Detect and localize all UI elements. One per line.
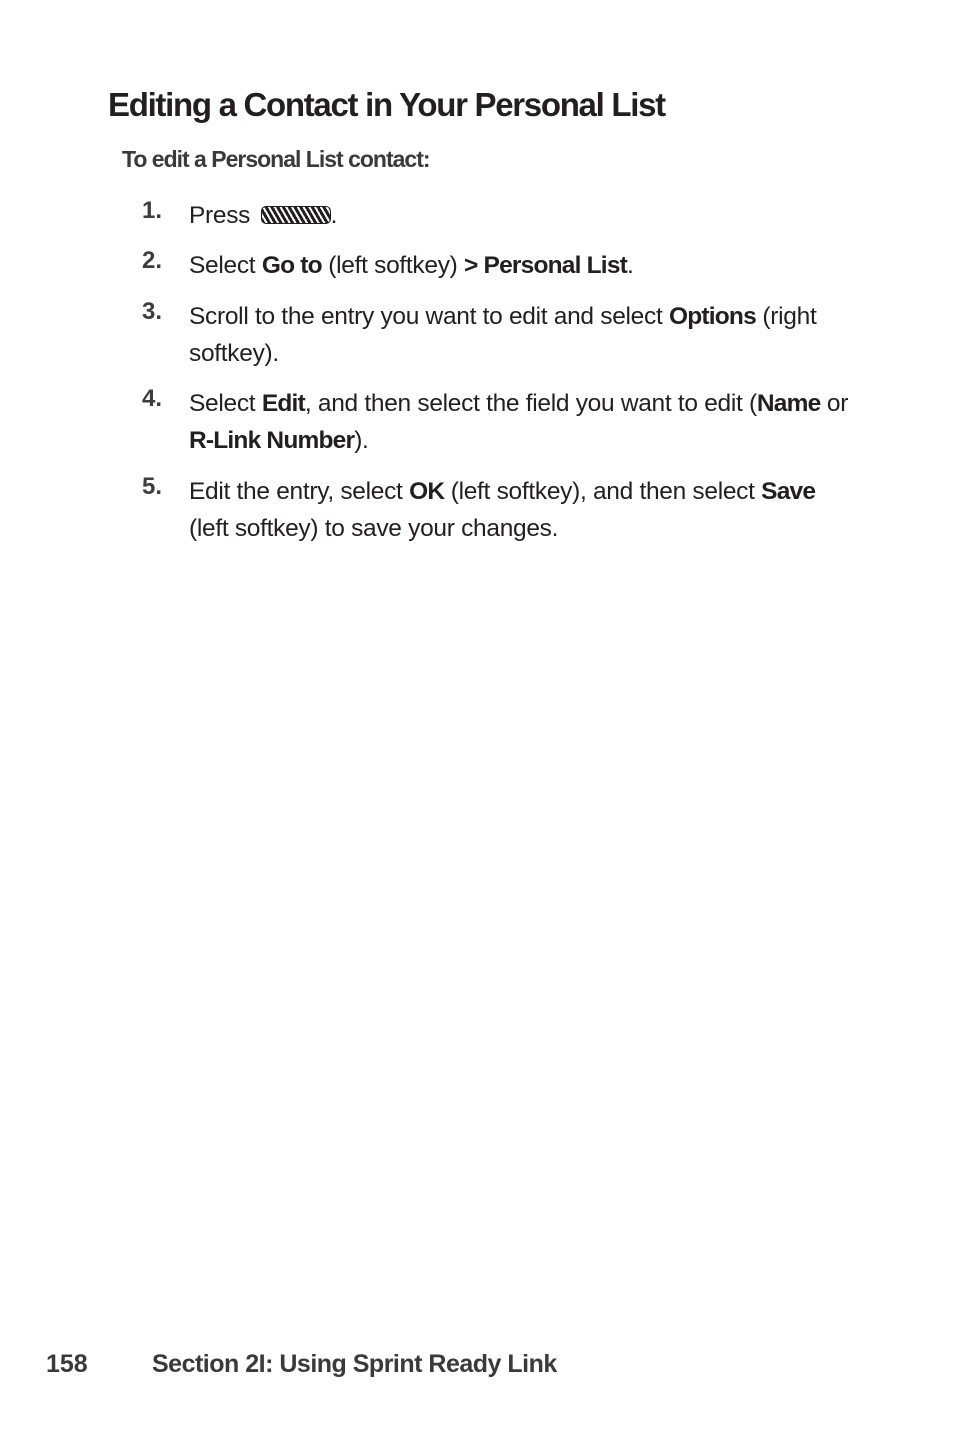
ok-label: OK — [409, 478, 445, 505]
step-number: 3. — [142, 298, 163, 325]
menu-key-icon — [261, 206, 331, 224]
step-text: Edit the entry, select OK (left softkey), and then select Save (left softkey) to save your changes. — [189, 478, 816, 542]
page-number: 158 — [46, 1350, 88, 1378]
goto-label: Go to — [261, 252, 322, 279]
name-label: Name — [756, 390, 821, 417]
step-number: 4. — [142, 385, 163, 412]
save-label: Save — [761, 478, 816, 505]
section-title: Section 2I: Using Sprint Ready Link — [152, 1350, 557, 1378]
edit-label: Edit — [261, 390, 305, 417]
step-number: 5. — [142, 473, 163, 500]
step-number: 1. — [142, 197, 163, 224]
rlink-number-label: R-Link Number — [189, 427, 355, 454]
options-label: Options — [668, 303, 756, 330]
step-text: Scroll to the entry you want to edit and select Options (right softkey). — [189, 303, 817, 367]
step-number: 2. — [142, 247, 163, 274]
step-text: Press . — [189, 202, 338, 229]
step-text: Select Edit, and then select the field you want to edit (Name or R-Link Number). — [189, 390, 849, 454]
step-text: Select Go to (left softkey) > Personal List. — [189, 252, 634, 279]
page-title: Editing a Contact in Your Personal List — [108, 86, 665, 123]
personal-list-label: > Personal List — [464, 252, 628, 279]
procedure-heading: To edit a Personal List contact: — [122, 146, 430, 172]
